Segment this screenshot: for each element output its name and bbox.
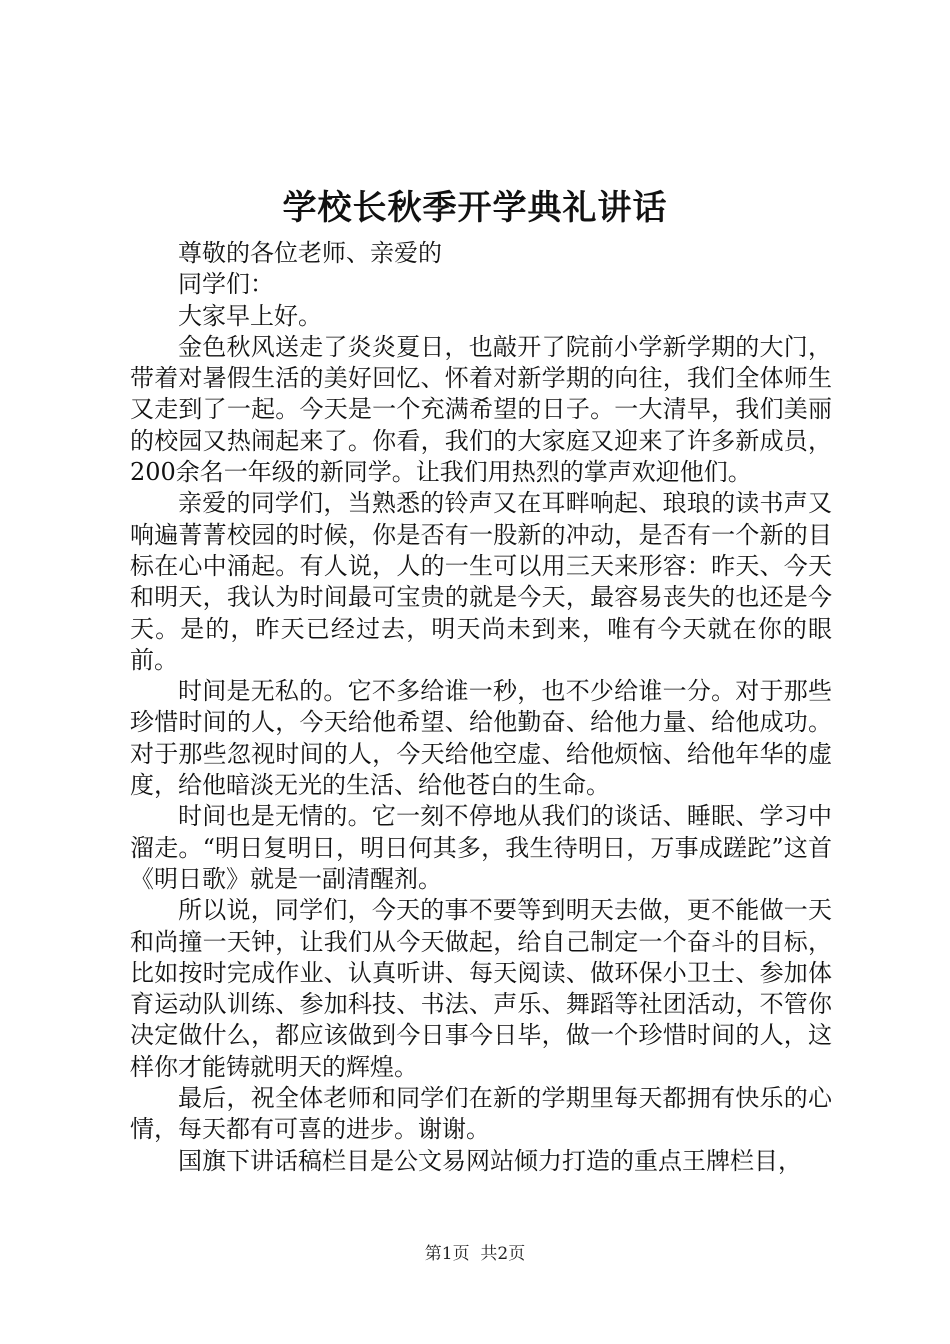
trailing-paragraph: 国旗下讲话稿栏目是公文易网站倾力打造的重点王牌栏目， [178, 1146, 802, 1175]
body-paragraph: 金色秋风送走了炎炎夏日，也敲开了院前小学新学期的大门，带着对暑假生活的美好回忆、怀着对新学期的向往，我们全体师生又走到了一起。今天是一个充满希望的日子。一大清早，我们美丽的校园又热闹起来了。你看，我们的大家庭又迎来了许多新成员，200余名一年级的新同学。让我们用热烈的掌声欢迎他们。 [130, 332, 832, 487]
body-paragraph: 时间是无私的。它不多给谁一秒，也不少给谁一分。对于那些珍惜时间的人，今天给他希望、给他勤奋、给他力量、给他成功。对于那些忽视时间的人，今天给他空虚、给他烦恼、给他年华的虚度，给他暗淡无光的生活、给他苍白的生命。 [130, 677, 832, 800]
body-paragraph: 所以说，同学们，今天的事不要等到明天去做，更不能做一天和尚撞一天钟，让我们从今天做起，给自己制定一个奋斗的目标，比如按时完成作业、认真听讲、每天阅读、做环保小卫士、参加体育运动队训练、参加科技、书法、声乐、舞蹈等社团活动，不管你决定做什么，都应该做到今日事今日毕，做一个珍惜时间的人，这样你才能铸就明天的辉煌。 [130, 896, 832, 1081]
closing-paragraph: 最后，祝全体老师和同学们在新的学期里每天都拥有快乐的心情，每天都有可喜的进步。谢谢。 [130, 1084, 832, 1144]
page-footer [0, 1243, 950, 1265]
salutation-line-2: 同学们： [178, 270, 274, 299]
document-title: 学校长秋季开学典礼讲话 [282, 188, 668, 228]
body-paragraph: 亲爱的同学们，当熟悉的铃声又在耳畔响起、琅琅的读书声又响遍菁菁校园的时候，你是否有一股新的冲动，是否有一个新的目标在心中涌起。有人说，人的一生可以用三天来形容：昨天、今天和明天，我认为时间最可宝贵的就是今天，最容易丧失的也还是今天。是的，昨天已经过去，明天尚未到来，唯有今天就在你的眼前。 [130, 489, 832, 674]
page-number: 第1页 共2页 [424, 1244, 526, 1264]
document-body [130, 238, 832, 1177]
salutation-line-1: 尊敬的各位老师、亲爱的 [178, 239, 442, 267]
body-paragraph: 时间也是无情的。它一刻不停地从我们的谈话、睡眠、学习中溜走。“明日复明日，明日何其多，我生待明日，万事成蹉跎”这首《明日歌》就是一副清醒剂。 [130, 802, 832, 893]
greeting-paragraph: 大家早上好。 [178, 301, 322, 330]
